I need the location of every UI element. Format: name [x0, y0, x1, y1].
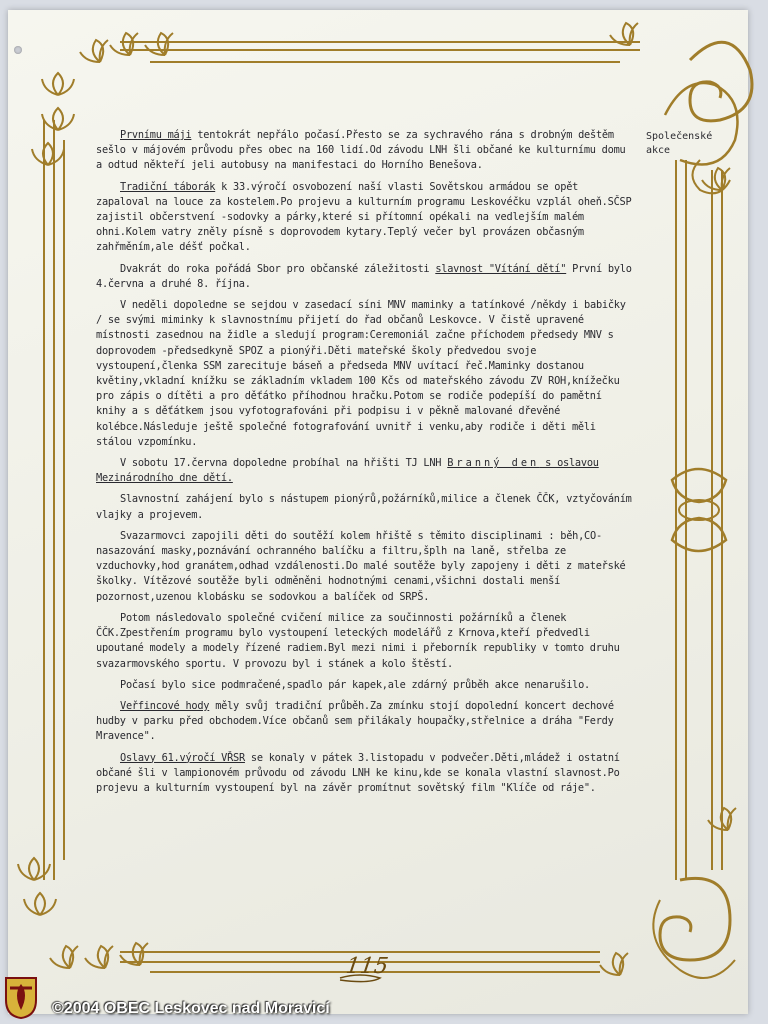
paragraph: [96, 529, 636, 605]
paragraph-lead: slavnost "Vítání dětí": [435, 262, 567, 275]
paragraph-pre: Dvakrát do roka pořádá Sbor pro občanské záležitosti: [120, 262, 436, 275]
margin-note: Společenské akce: [646, 131, 713, 156]
paragraph-text: k 33.výročí osvobození naší vlasti Sovětskou armádou se opět zapaloval na louce za kostelem.Po projevu a kulturním programu Leskovéčku vzplál oheň.SČSP zajistil občerstvení -sodovky a párky,které si přítomní opékali na vedlejším malém ohni.Kolem vatry zněly písně s doprovodem kytary.Teplý večer byl provázen občasným zahřměním,ale déšť počkal.: [96, 180, 632, 254]
paragraph-text: Slavnostní zahájení bylo s nástupem pionýrů,požárníků,milice a členek ČČK, vztyčováním vlajky a projevem.: [96, 493, 632, 521]
paragraph: [96, 611, 636, 672]
paragraph: [96, 678, 636, 693]
paragraph-pre: V sobotu 17.června dopoledne probíhal na hřišti TJ LNH: [120, 457, 448, 470]
paragraph: [96, 128, 636, 174]
paragraph-text: tentokrát nepřálo počasí.Přesto se za sychravého rána s drobným deštěm sešlo v májovém průvodu přes obec na 160 lidí.Od závodu LNH šli občané ke kulturnímu domu a odtud někteří jeli autobusy na manifestaci do Horního Benešova.: [96, 129, 626, 172]
paragraph-text: Počasí bylo sice podmračené,spadlo pár kapek,ale zdárný průběh akce nenarušilo.: [120, 678, 590, 691]
paragraph-lead: s oslavou Mezinárodního dne dětí.: [96, 457, 599, 485]
paragraph-text: Svazarmovci zapojili děti do soutěží kolem hřiště s těmito disciplinami : běh,CO-nasazování masky,poznávání ochranného balíčku a filtru,šplh na laně, střelba ze vzduchovky,hod granátem,odhad vzdálenosti.Do malé soutěže byly zapojeny i děti z mateřské školky. Vítězové soutěže byli odměněni hodnotnými cenami,všichni dostali menší pozornost,uzenou klobásku se sodovkou a balíček od SRPŠ.: [96, 529, 626, 603]
paragraph-text: měly svůj tradiční průběh.Za zmínku stojí dopolední koncert dechové hudby v parku před obchodem.Více občanů sem přilákaly houpačky,střelnice a dráha "Ferdy Mravence".: [96, 699, 614, 743]
paragraph-lead: Prvnímu máji: [120, 129, 192, 141]
paragraph-text: První bylo 4.června a druhé 8. října.: [96, 262, 632, 290]
paragraph: [96, 492, 636, 522]
paragraph-text: se konaly v pátek 3.listopadu v podvečer.Děti,mládež i ostatní občané šli v lampionovém průvodu od závodu LNH ke kinu,kde se konala vlastní slavnost.Po projevu a kulturním vystoupení byl na závěr promítnut sovětský film "Klíče od ráje".: [96, 751, 620, 794]
paragraph: [96, 298, 636, 450]
copyright-footer: ©2004 OBEC Leskovec nad Moravicí: [52, 1000, 330, 1017]
paragraph-highlight: Branný den: [447, 457, 540, 470]
paragraph: [96, 262, 636, 292]
paragraph: [96, 751, 636, 797]
paragraph-lead: Veřfincové hody: [120, 699, 210, 712]
document-body: [96, 128, 636, 802]
paragraph-text: Potom následovalo společné cvičení milice za součinnosti požárníků a členek ČČK.Zpestřením programu bylo vystoupení leteckých modelářů z Krnova,kteří předvedli upoutané modely a modely řízené radiem.Byl mezi nimi i přeborník republiky v tomto druhu svazarmovského sportu. V provozu byl i stánek a kolo štěstí.: [96, 611, 620, 670]
paragraph-lead: Tradiční táborák: [120, 180, 216, 193]
punch-hole: [14, 46, 22, 54]
paragraph-lead: Oslavy 61.výročí VŘSR: [120, 751, 245, 764]
paragraph: [96, 180, 636, 256]
municipality-crest-icon: [4, 976, 38, 1020]
page-number: 115: [344, 954, 390, 979]
paragraph: [96, 699, 636, 745]
paragraph-text: V neděli dopoledne se sejdou v zasedací síni MNV maminky a tatínkové /někdy i babičky / se svými miminky k slavnostnímu přijetí do řad občanů Leskovce. V čistě upravené místnosti zasednou na židle a sledují program:Ceremoniál začne příchodem předsedy MNV s doprovodem -předsedkyně SPOZ a pionýři.Děti mateřské školy předvedou svoje vystoupení,členka SSM zarecituje báseň a předseda MNV uvítací řeč.Maminky dostanou květiny,vkladní knížku se základním vkladem 100 Kčs od mateřského závodu ZV ROH,knížečku pro zápis o dítěti a pro děťátko příhodnou hračku.Potom se rodiče podepíší do pamětní knihy a s děťátkem jsou vyfotografováni při podpisu i v pěkně malované dřevěné kolébce.Následuje ještě společné fotografování uvnitř i venku,aby rodiče i děti měli stálou vzpomínku.: [96, 299, 626, 448]
paragraph: [96, 456, 636, 486]
